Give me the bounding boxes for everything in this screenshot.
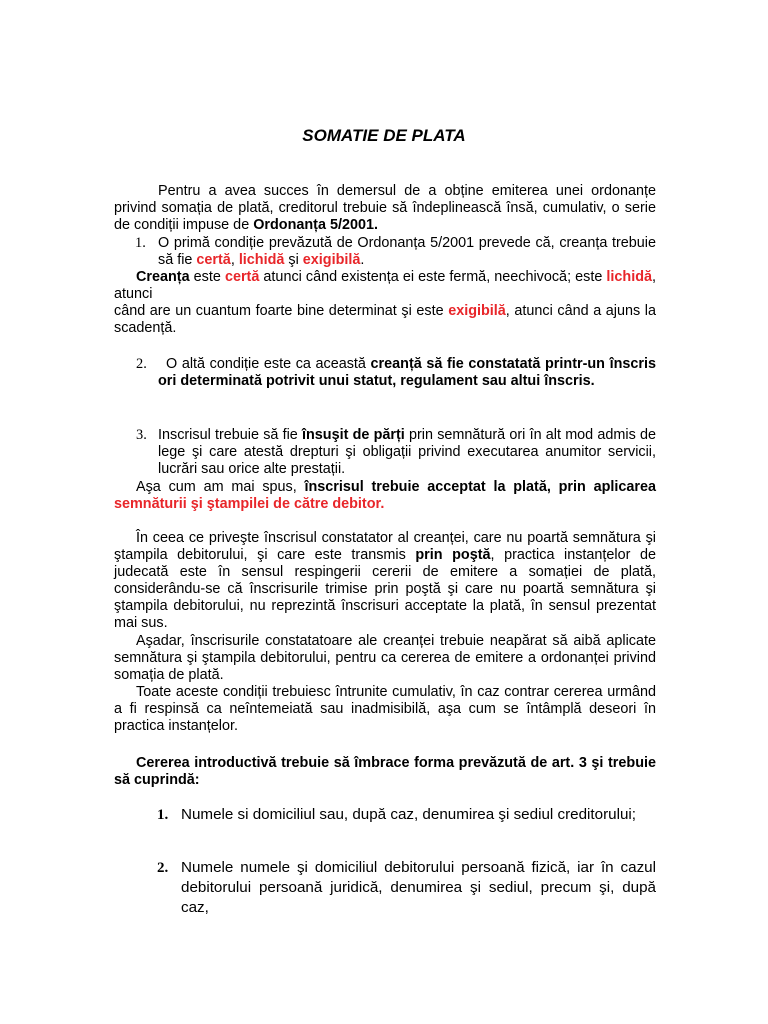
list-item-1: Numele si domiciliul sau, după caz, denumirea şi sediul creditorului;: [181, 806, 636, 823]
sep: este: [189, 269, 225, 285]
acceptance-paragraph: [114, 479, 656, 513]
sep: şi: [284, 252, 303, 268]
term-creanta: Creanța: [136, 269, 190, 285]
def-text: , atunci când a ajuns la scadență.: [114, 303, 657, 336]
postal-text: În ceea ce priveşte înscrisul constatator al creanței, care nu poartă semnătura şi ştampila debitorului, şi care este transmis: [114, 530, 656, 563]
requirements-heading: [114, 755, 656, 789]
def-text: când are un cuantum foarte bine determinat şi este: [114, 303, 449, 319]
postal-text-rest: , practica instanțelor de judecată este în sensul respingerii cererii de emitere a somației de plată, considerându-se că înscrisurile trimise prin poştă şi care nu poartă semnătura şi ştampila debitorului, nu reprezintă înscrisuri acceptate la plată, în sensul prezentat mai sus.: [114, 547, 656, 631]
ordinance-ref: Ordonanța 5/2001.: [253, 217, 378, 233]
acceptance-text: Aşa cum am mai spus,: [136, 479, 305, 495]
acceptance-bold: înscrisul trebuie acceptat la plată, prin aplicarea: [304, 479, 656, 495]
item-2-body: O altă condiție este ca această: [166, 356, 371, 372]
conditions-paragraph: Toate aceste condiții trebuiesc întrunite cumulativ, în caz contrar cererea urmând a fi respinsă ca neîntemeiată sau inadmisibilă, aşa cum se întâmplă deseori în practica instanțelor.: [114, 684, 656, 734]
def-text: , atunci: [114, 269, 657, 302]
sep: .: [360, 252, 365, 268]
item-2-text: [158, 356, 656, 390]
document-title: SOMATIE DE PLATA: [302, 126, 466, 145]
definition-paragraph: [114, 269, 656, 337]
def-text: atunci când existența ei este fermă, neechivocă; este: [259, 269, 607, 285]
term-exigibila: exigibilă: [302, 252, 361, 268]
term-lichida: lichidă: [238, 252, 285, 268]
item-3-rest: prin semnătură ori în alt mod admis de lege şi care atestă drepturi şi obligații privind executarea anumitor servicii, lucrări sau orice alte prestații.: [158, 427, 656, 477]
postal-bold: prin poştă: [415, 547, 491, 563]
requirements-heading-text: Cererea introductivă trebuie să îmbrace forma prevăzută de art. 3 şi trebuie să cuprindă:: [114, 755, 656, 788]
list-item-2: Numele numele şi domiciliul debitorului persoană fizică, iar în cazul debitorului persoană juridică, denumirea şi sediul, precum şi, după caz,: [181, 859, 656, 916]
intro-text: Pentru a avea succes în demersul de a obține emiterea unei ordonanțe privind somația de plată, creditorul trebuie să îndeplinească însă, cumulativ, o serie de condiții impuse de: [114, 183, 656, 233]
item-2-number: 2.: [136, 356, 147, 372]
term-exigibila: exigibilă: [448, 303, 506, 319]
list-item-2-number: 2.: [157, 860, 169, 876]
item-3-number: 3.: [136, 427, 147, 443]
term-lichida: lichidă: [606, 269, 653, 285]
item-3-body: Inscrisul trebuie să fie: [158, 427, 302, 443]
intro-paragraph: [114, 183, 656, 234]
item-1-text: [158, 235, 656, 269]
item-1-body: O primă condiție prevăzută de Ordonanța 5/2001 prevede că, creanța trebuie să fie: [158, 235, 656, 268]
postal-paragraph: [114, 530, 656, 632]
sep: ,: [230, 252, 239, 268]
term-certa: certă: [224, 269, 260, 285]
item-3-emphasis: însuşit de părți: [302, 427, 405, 443]
conclusion-paragraph: Aşadar, înscrisurile constatatoare ale creanței trebuie neapărat să aibă aplicate semnătura şi ştampila debitorului, pentru ca cererea de emitere a ordonanței privind somația de plată.: [114, 633, 656, 683]
term-certa: certă: [196, 252, 231, 268]
acceptance-red: semnăturii şi ştampilei de către debitor.: [114, 496, 385, 512]
item-3-text: [158, 427, 656, 478]
item-2-emphasis: creanță să fie constatată printr-un înscris ori determinată potrivit unui statut, regulament sau altui înscris.: [158, 356, 656, 389]
list-item-1-number: 1.: [157, 807, 169, 823]
item-1-number: 1.: [135, 235, 146, 251]
